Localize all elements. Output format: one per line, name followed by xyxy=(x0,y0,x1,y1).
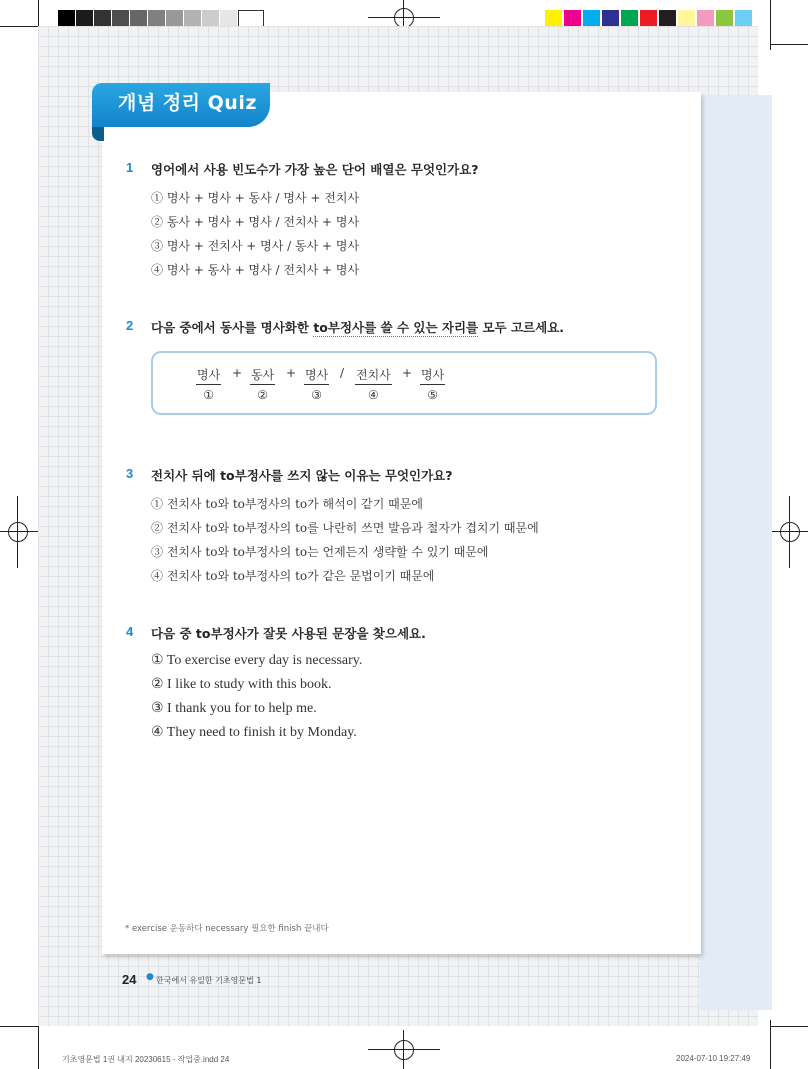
slot-5-word: 명사 xyxy=(420,366,445,385)
word-order-box xyxy=(151,351,657,415)
slot-5-number: ⑤ xyxy=(427,388,438,402)
operator-3: / xyxy=(340,366,345,380)
question-4-option-4[interactable]: ④ They need to finish it by Monday. xyxy=(151,725,357,740)
question-1-option-4[interactable]: ④ 명사 + 동사 + 명사 / 전치사 + 명사 xyxy=(151,263,360,277)
question-3-option-2[interactable]: ② 전치사 to와 to부정사의 to를 나란히 쓰면 발음과 철자가 겹치기 때문에 xyxy=(151,521,539,535)
question-1-option-3[interactable]: ③ 명사 + 전치사 + 명사 / 동사 + 명사 xyxy=(151,239,360,253)
slot-2-word: 동사 xyxy=(250,366,275,385)
question-2-prompt-c: 모두 고르세요. xyxy=(478,320,565,335)
operator-4: + xyxy=(402,366,413,380)
slot-4-word: 전치사 xyxy=(355,366,392,385)
vocabulary-footnote: * exercise 운동하다 necessary 필요한 finish 끝내다 xyxy=(125,924,329,934)
question-4-option-1[interactable]: ① To exercise every day is necessary. xyxy=(151,653,363,668)
page-number: 24 xyxy=(122,972,137,987)
side-panel xyxy=(700,95,772,1010)
slot-2[interactable] xyxy=(250,366,275,402)
slot-5[interactable] xyxy=(420,366,445,402)
slot-2-number: ② xyxy=(257,388,268,402)
page-title: 개념 정리 Quiz xyxy=(92,83,270,127)
question-1-option-2[interactable]: ② 동사 + 명사 + 명사 / 전치사 + 명사 xyxy=(151,215,360,229)
question-1-option-1[interactable]: ① 명사 + 명사 + 동사 / 명사 + 전치사 xyxy=(151,191,360,205)
slot-4[interactable] xyxy=(355,366,392,402)
question-4-option-3[interactable]: ③ I thank you for to help me. xyxy=(151,701,317,716)
question-4-prompt: 다음 중 to부정사가 잘못 사용된 문장을 찾으세요. xyxy=(151,626,426,641)
question-3-option-4[interactable]: ④ 전치사 to와 to부정사의 to가 같은 문법이기 때문에 xyxy=(151,569,435,583)
slot-3[interactable] xyxy=(304,366,329,402)
slot-4-number: ④ xyxy=(368,388,379,402)
slot-1-number: ① xyxy=(203,388,214,402)
slot-1[interactable] xyxy=(196,366,221,402)
slug-left: 기초영문법 1권 내지 20230615 - 작업중.indd 24 xyxy=(62,1055,230,1064)
footer-bullet-icon: ● xyxy=(146,972,154,982)
question-1-prompt: 영어에서 사용 빈도수가 가장 높은 단어 배열은 무엇인가요? xyxy=(151,162,479,177)
slot-3-word: 명사 xyxy=(304,366,329,385)
question-4-option-2[interactable]: ② I like to study with this book. xyxy=(151,677,332,692)
operator-2: + xyxy=(286,366,297,380)
slot-1-word: 명사 xyxy=(196,366,221,385)
question-3-number: 3 xyxy=(126,466,134,481)
question-3-option-3[interactable]: ③ 전치사 to와 to부정사의 to는 언제든지 생략할 수 있기 때문에 xyxy=(151,545,489,559)
question-3-option-1[interactable]: ① 전치사 to와 to부정사의 to가 해석이 같기 때문에 xyxy=(151,497,423,511)
question-2-number: 2 xyxy=(126,318,134,333)
operator-1: + xyxy=(232,366,243,380)
slug-right: 2024-07-10 19:27:49 xyxy=(676,1054,751,1063)
question-2-prompt xyxy=(151,318,564,336)
question-1-number: 1 xyxy=(126,160,134,175)
question-4-number: 4 xyxy=(126,624,134,639)
question-3-prompt: 전치사 뒤에 to부정사를 쓰지 않는 이유는 무엇인가요? xyxy=(151,468,453,483)
book-title: 한국에서 유일한 기초영문법 1 xyxy=(156,976,262,985)
question-2-prompt-a: 다음 중에서 동사를 명사화한 xyxy=(151,320,314,335)
question-2-prompt-emphasis: to부정사를 쓸 수 있는 자리를 xyxy=(313,320,479,335)
slot-3-number: ③ xyxy=(311,388,322,402)
